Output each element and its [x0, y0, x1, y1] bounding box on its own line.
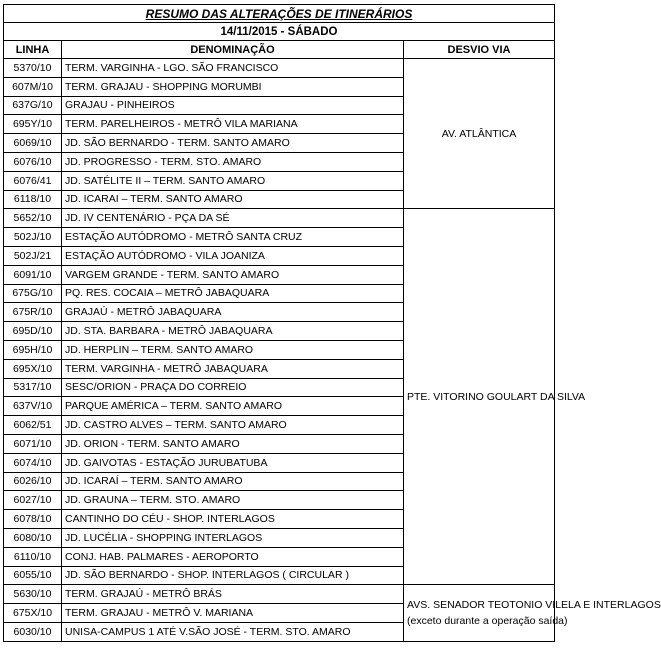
header-desvio-via: DESVIO VIA — [404, 41, 555, 59]
table-row — [4, 59, 555, 78]
line-code: 6078/10 — [4, 510, 62, 529]
line-code: 6055/10 — [4, 566, 62, 585]
line-code: 6069/10 — [4, 134, 62, 153]
document-title: RESUMO DAS ALTERAÇÕES DE ITINERÁRIOS — [4, 5, 555, 23]
detour-route — [404, 585, 661, 641]
line-denomination: JD. GRAUNA – TERM. STO. AMARO — [62, 491, 404, 510]
line-denomination: JD. HERPLIN – TERM. SANTO AMARO — [62, 340, 404, 359]
line-denomination: JD. CASTRO ALVES – TERM. SANTO AMARO — [62, 416, 404, 435]
line-code: 6074/10 — [4, 453, 62, 472]
line-denomination: JD. ICARAI – TERM. SANTO AMARO — [62, 190, 404, 209]
detour-route — [404, 59, 555, 209]
line-code: 695X/10 — [4, 359, 62, 378]
line-code: 695H/10 — [4, 340, 62, 359]
line-denomination: TERM. PARELHEIROS - METRÔ VILA MARIANA — [62, 115, 404, 134]
line-code: 6080/10 — [4, 528, 62, 547]
document-date: 14/11/2015 - SÁBADO — [4, 23, 555, 41]
line-denomination: GRAJAÚ - METRÔ JABAQUARA — [62, 303, 404, 322]
line-denomination: JD. ICARAÍ – TERM. SANTO AMARO — [62, 472, 404, 491]
line-code: 675X/10 — [4, 604, 62, 623]
detour-route — [404, 209, 586, 585]
line-denomination: TERM. GRAJAÚ - METRÔ BRÁS — [62, 585, 404, 604]
line-code: 5652/10 — [4, 209, 62, 228]
line-code: 675G/10 — [4, 284, 62, 303]
line-code: 502J/21 — [4, 246, 62, 265]
line-denomination: ESTAÇÃO AUTÓDROMO - VILA JOANIZA — [62, 246, 404, 265]
line-denomination: TERM. VARGINHA - LGO. SÃO FRANCISCO — [62, 59, 404, 78]
line-denomination: JD. STA. BARBARA - METRÔ JABAQUARA — [62, 322, 404, 341]
line-code: 6027/10 — [4, 491, 62, 510]
line-code: 6071/10 — [4, 434, 62, 453]
detour-route-name: PTE. VITORINO GOULART DA SILVA — [407, 390, 586, 403]
line-code: 675R/10 — [4, 303, 62, 322]
header-linha: LINHA — [4, 41, 62, 59]
line-code: 5630/10 — [4, 585, 62, 604]
line-code: 637V/10 — [4, 397, 62, 416]
line-code: 6110/10 — [4, 547, 62, 566]
line-denomination: JD. PROGRESSO - TERM. STO. AMARO — [62, 152, 404, 171]
line-denomination: GRAJAU - PINHEIROS — [62, 96, 404, 115]
line-code: 6076/10 — [4, 152, 62, 171]
line-code: 6026/10 — [4, 472, 62, 491]
line-denomination: TERM. GRAJAU - SHOPPING MORUMBI — [62, 77, 404, 96]
line-denomination: JD. SÃO BERNARDO - TERM. SANTO AMARO — [62, 134, 404, 153]
itinerary-table — [3, 4, 661, 642]
line-denomination: ESTAÇÃO AUTÓDROMO - METRÔ SANTA CRUZ — [62, 228, 404, 247]
line-denomination: VARGEM GRANDE - TERM. SANTO AMARO — [62, 265, 404, 284]
line-denomination: TERM. GRAJAU - METRÔ V. MARIANA — [62, 604, 404, 623]
line-denomination: JD. ORION - TERM. SANTO AMARO — [62, 434, 404, 453]
line-denomination: TERM. VARGINHA - METRÔ JABAQUARA — [62, 359, 404, 378]
table-row — [4, 209, 555, 228]
line-code: 5317/10 — [4, 378, 62, 397]
detour-route-name: AVS. SENADOR TEOTONIO VILELA E INTERLAGOS — [407, 599, 661, 611]
header-row — [4, 41, 555, 59]
line-denomination: JD. SÃO BERNARDO - SHOP. INTERLAGOS ( CIRCULAR ) — [62, 566, 404, 585]
line-code: 695D/10 — [4, 322, 62, 341]
line-denomination: PARQUE AMÉRICA – TERM. SANTO AMARO — [62, 397, 404, 416]
line-code: 6030/10 — [4, 622, 62, 641]
line-code: 6062/51 — [4, 416, 62, 435]
line-code: 607M/10 — [4, 77, 62, 96]
line-code: 6091/10 — [4, 265, 62, 284]
detour-note: (exceto durante a operação saída) — [407, 615, 568, 627]
line-denomination: PQ. RES. COCAIA – METRÔ JABAQUARA — [62, 284, 404, 303]
line-code: 6118/10 — [4, 190, 62, 209]
header-denominacao: DENOMINAÇÃO — [62, 41, 404, 59]
line-denomination: JD. GAIVOTAS - ESTAÇÃO JURUBATUBA — [62, 453, 404, 472]
line-code: 502J/10 — [4, 228, 62, 247]
line-denomination: CONJ. HAB. PALMARES - AEROPORTO — [62, 547, 404, 566]
line-denomination: JD. IV CENTENÁRIO - PÇA DA SÉ — [62, 209, 404, 228]
line-code: 695Y/10 — [4, 115, 62, 134]
line-denomination: CANTINHO DO CÉU - SHOP. INTERLAGOS — [62, 510, 404, 529]
line-denomination: JD. SATÉLITE II – TERM. SANTO AMARO — [62, 171, 404, 190]
line-denomination: SESC/ORION - PRAÇA DO CORREIO — [62, 378, 404, 397]
line-denomination: JD. LUCÉLIA - SHOPPING INTERLAGOS — [62, 528, 404, 547]
line-code: 637G/10 — [4, 96, 62, 115]
line-code: 5370/10 — [4, 59, 62, 78]
line-code: 6076/41 — [4, 171, 62, 190]
table-row — [4, 585, 555, 604]
detour-route-name: AV. ATLÂNTICA — [441, 127, 517, 140]
line-denomination: UNISA-CAMPUS 1 ATÉ V.SÃO JOSÉ - TERM. STO. AMARO — [62, 622, 404, 641]
